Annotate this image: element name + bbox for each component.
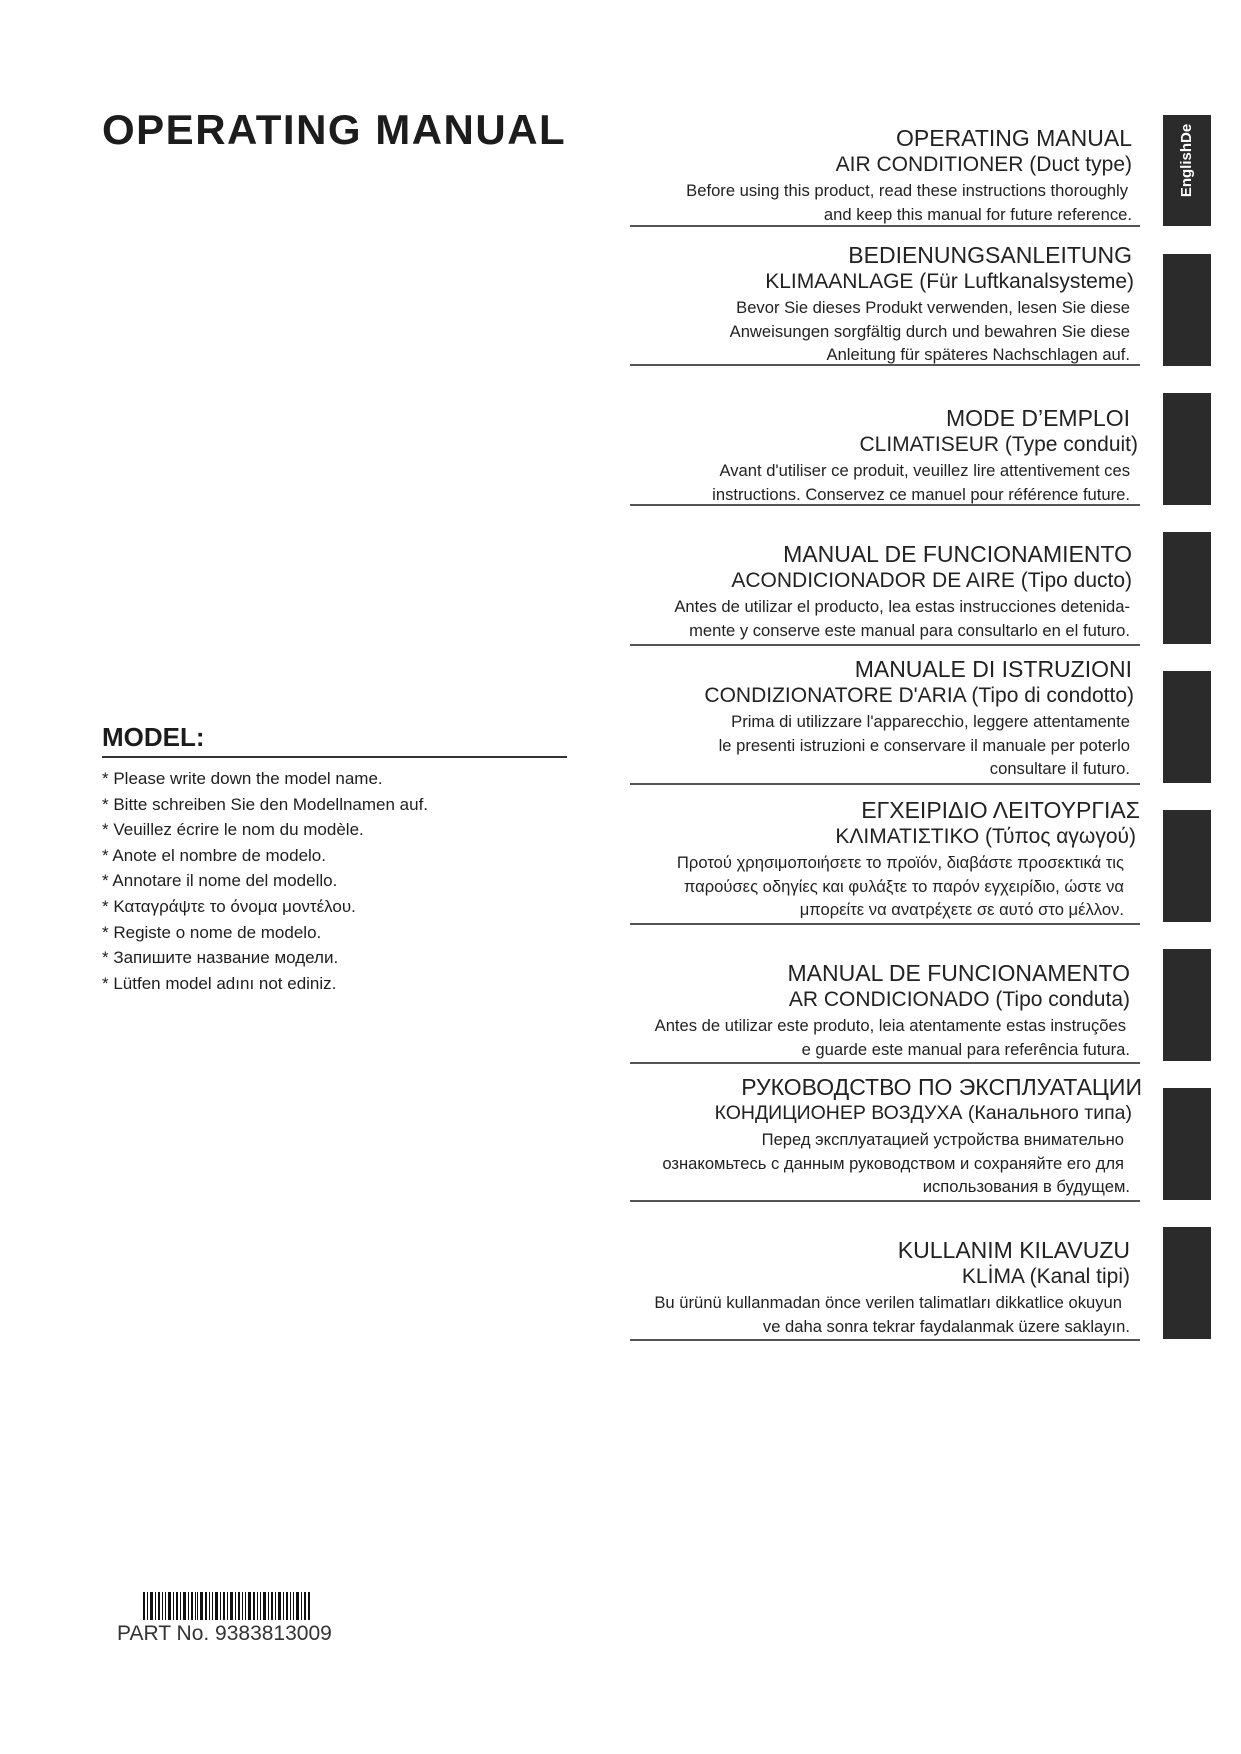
section-line: mente y conserve este manual para consultarlo en el futuro. bbox=[689, 620, 1130, 640]
language-tab-spanish bbox=[1163, 532, 1211, 644]
section-divider bbox=[630, 1339, 1140, 1341]
language-tab-greek bbox=[1163, 810, 1211, 922]
language-tab-label: EnglishDe bbox=[1178, 123, 1196, 197]
section-line: ve daha sonra tekrar faydalanmak üzere saklayın. bbox=[762, 1316, 1130, 1336]
section-title: MODE D’EMPLOI bbox=[945, 405, 1130, 431]
section-line: e guarde este manual para referência futura. bbox=[801, 1039, 1130, 1059]
model-instruction-greek: * Καταγράψτε το όνομα μοντέλου. bbox=[102, 896, 356, 916]
section-subtitle: CONDIZIONATORE D'ARIA (Tipo di condotto) bbox=[704, 684, 1134, 707]
section-title: BEDIENUNGSANLEITUNG bbox=[848, 242, 1132, 268]
section-line: Prima di utilizzare l'apparecchio, leggere attentamente bbox=[731, 712, 1130, 731]
section-line: consultare il futuro. bbox=[989, 759, 1130, 778]
section-title: MANUALE DI ISTRUZIONI bbox=[854, 656, 1132, 682]
model-instruction-english: * Please write down the model name. bbox=[102, 769, 383, 788]
model-instruction-french: * Veuillez écrire le nom du modèle. bbox=[102, 820, 364, 840]
section-description bbox=[620, 1128, 1142, 1199]
section-description bbox=[620, 179, 1142, 226]
language-tab-italian bbox=[1163, 671, 1211, 783]
section-line: le presenti istruzioni e conservare il manuale per poterlo bbox=[718, 735, 1130, 755]
section-line: использования в будущем. bbox=[922, 1177, 1130, 1196]
section-portuguese bbox=[620, 960, 1142, 1061]
model-instruction-spanish: * Anote el nombre de modelo. bbox=[102, 845, 326, 865]
section-divider bbox=[630, 644, 1140, 646]
model-heading: MODEL: bbox=[102, 722, 205, 752]
section-line: Anleitung für späteres Nachschlagen auf. bbox=[826, 345, 1130, 364]
section-subtitle: AIR CONDITIONER (Duct type) bbox=[835, 153, 1132, 176]
section-russian bbox=[620, 1074, 1142, 1199]
section-divider bbox=[630, 364, 1140, 366]
section-description bbox=[620, 1014, 1142, 1061]
section-line: Перед эксплуатацией устройства внимательно bbox=[761, 1130, 1124, 1149]
section-description bbox=[620, 595, 1142, 642]
section-title: РУКОВОДСТВО ПО ЭКСПЛУАТАЦИИ bbox=[741, 1074, 1142, 1100]
section-divider bbox=[630, 1062, 1140, 1064]
section-description bbox=[620, 459, 1142, 506]
section-line: μπορείτε να ανατρέχετε σε αυτό στο μέλλον. bbox=[799, 900, 1124, 919]
language-tab-russian bbox=[1163, 1088, 1211, 1200]
section-subtitle: ΚΛΙΜΑΤΙΣΤΙΚΟ (Τύπος αγωγού) bbox=[835, 825, 1136, 848]
section-italian bbox=[620, 656, 1142, 781]
model-instruction-turkish: * Lütfen model adını not ediniz. bbox=[102, 973, 337, 993]
section-title: MANUAL DE FUNCIONAMENTO bbox=[787, 960, 1130, 986]
section-title: MANUAL DE FUNCIONAMIENTO bbox=[783, 541, 1132, 567]
section-line: Προτού χρησιμοποιήσετε το προϊόν, διαβάστε προσεκτικά τις bbox=[676, 853, 1124, 872]
section-title: ΕΓΧΕΙΡΙΔΙΟ ΛΕΙΤΟΥΡΓΙΑΣ bbox=[861, 797, 1140, 823]
language-tab-portuguese bbox=[1163, 949, 1211, 1061]
section-subtitle: CLIMATISEUR (Type conduit) bbox=[859, 433, 1138, 456]
section-turkish bbox=[620, 1237, 1142, 1338]
section-german bbox=[620, 242, 1142, 367]
section-greek bbox=[620, 797, 1142, 922]
section-subtitle: KLİMA (Kanal tipi) bbox=[961, 1265, 1130, 1288]
section-line: ознакомьтесь с данным руководством и сохраняйте его для bbox=[662, 1153, 1124, 1173]
section-divider bbox=[630, 783, 1140, 785]
section-description bbox=[620, 851, 1142, 922]
language-tab-german bbox=[1163, 254, 1211, 366]
section-line: instructions. Conservez ce manuel pour référence future. bbox=[712, 484, 1130, 504]
section-subtitle: AR CONDICIONADO (Tipo conduta) bbox=[788, 988, 1130, 1011]
model-instructions-list bbox=[102, 766, 428, 996]
model-instruction-german: * Bitte schreiben Sie den Modellnamen auf. bbox=[102, 794, 429, 814]
section-description bbox=[620, 1291, 1142, 1338]
section-spanish bbox=[620, 541, 1142, 642]
section-line: Antes de utilizar este produto, leia atentamente estas instruções bbox=[654, 1016, 1126, 1035]
section-line: Antes de utilizar el producto, lea estas instrucciones detenida- bbox=[674, 597, 1130, 616]
section-subtitle: KLIMAANLAGE (Für Luftkanalsysteme) bbox=[765, 270, 1134, 293]
section-divider bbox=[630, 504, 1140, 506]
section-subtitle: ACONDICIONADOR DE AIRE (Tipo ducto) bbox=[731, 569, 1132, 592]
section-english bbox=[620, 125, 1142, 226]
model-instruction-portuguese: * Registe o nome de modelo. bbox=[102, 922, 322, 942]
section-divider bbox=[630, 1200, 1140, 1202]
section-french bbox=[620, 405, 1142, 506]
section-line: Anweisungen sorgfältig durch und bewahren Sie diese bbox=[729, 321, 1130, 341]
section-line: Bu ürünü kullanmadan önce verilen talimatları dikkatlice okuyun bbox=[654, 1293, 1122, 1312]
language-tab-turkish bbox=[1163, 1227, 1211, 1339]
section-title: OPERATING MANUAL bbox=[896, 125, 1132, 151]
model-instruction-russian: * Запишите название модели. bbox=[102, 948, 339, 968]
barcode-icon bbox=[143, 1592, 311, 1620]
language-sections bbox=[620, 0, 1142, 1754]
section-line: and keep this manual for future reference. bbox=[823, 204, 1132, 224]
section-line: Avant d'utiliser ce produit, veuillez lire attentivement ces bbox=[719, 461, 1130, 480]
model-instruction-italian: * Annotare il nome del modello. bbox=[102, 871, 338, 891]
part-number: PART No. 9383813009 bbox=[117, 1622, 332, 1645]
section-description bbox=[620, 710, 1142, 781]
language-tab-french bbox=[1163, 393, 1211, 505]
section-line: Bevor Sie dieses Produkt verwenden, lesen Sie diese bbox=[736, 298, 1130, 317]
section-line: παρούσες οδηγίες και φυλάξτε το παρόν εγχειρίδιο, ώστε να bbox=[683, 876, 1124, 896]
section-divider bbox=[630, 923, 1140, 925]
section-title: KULLANIM KILAVUZU bbox=[897, 1237, 1130, 1263]
section-subtitle: КОНДИЦИОНЕР ВОЗДУХА (Канального типа) bbox=[714, 1102, 1132, 1124]
model-underline bbox=[102, 756, 567, 758]
section-line: Before using this product, read these instructions thoroughly bbox=[686, 181, 1128, 200]
section-description bbox=[620, 296, 1142, 367]
document-title: OPERATING MANUAL bbox=[102, 106, 567, 153]
section-divider bbox=[630, 225, 1140, 227]
